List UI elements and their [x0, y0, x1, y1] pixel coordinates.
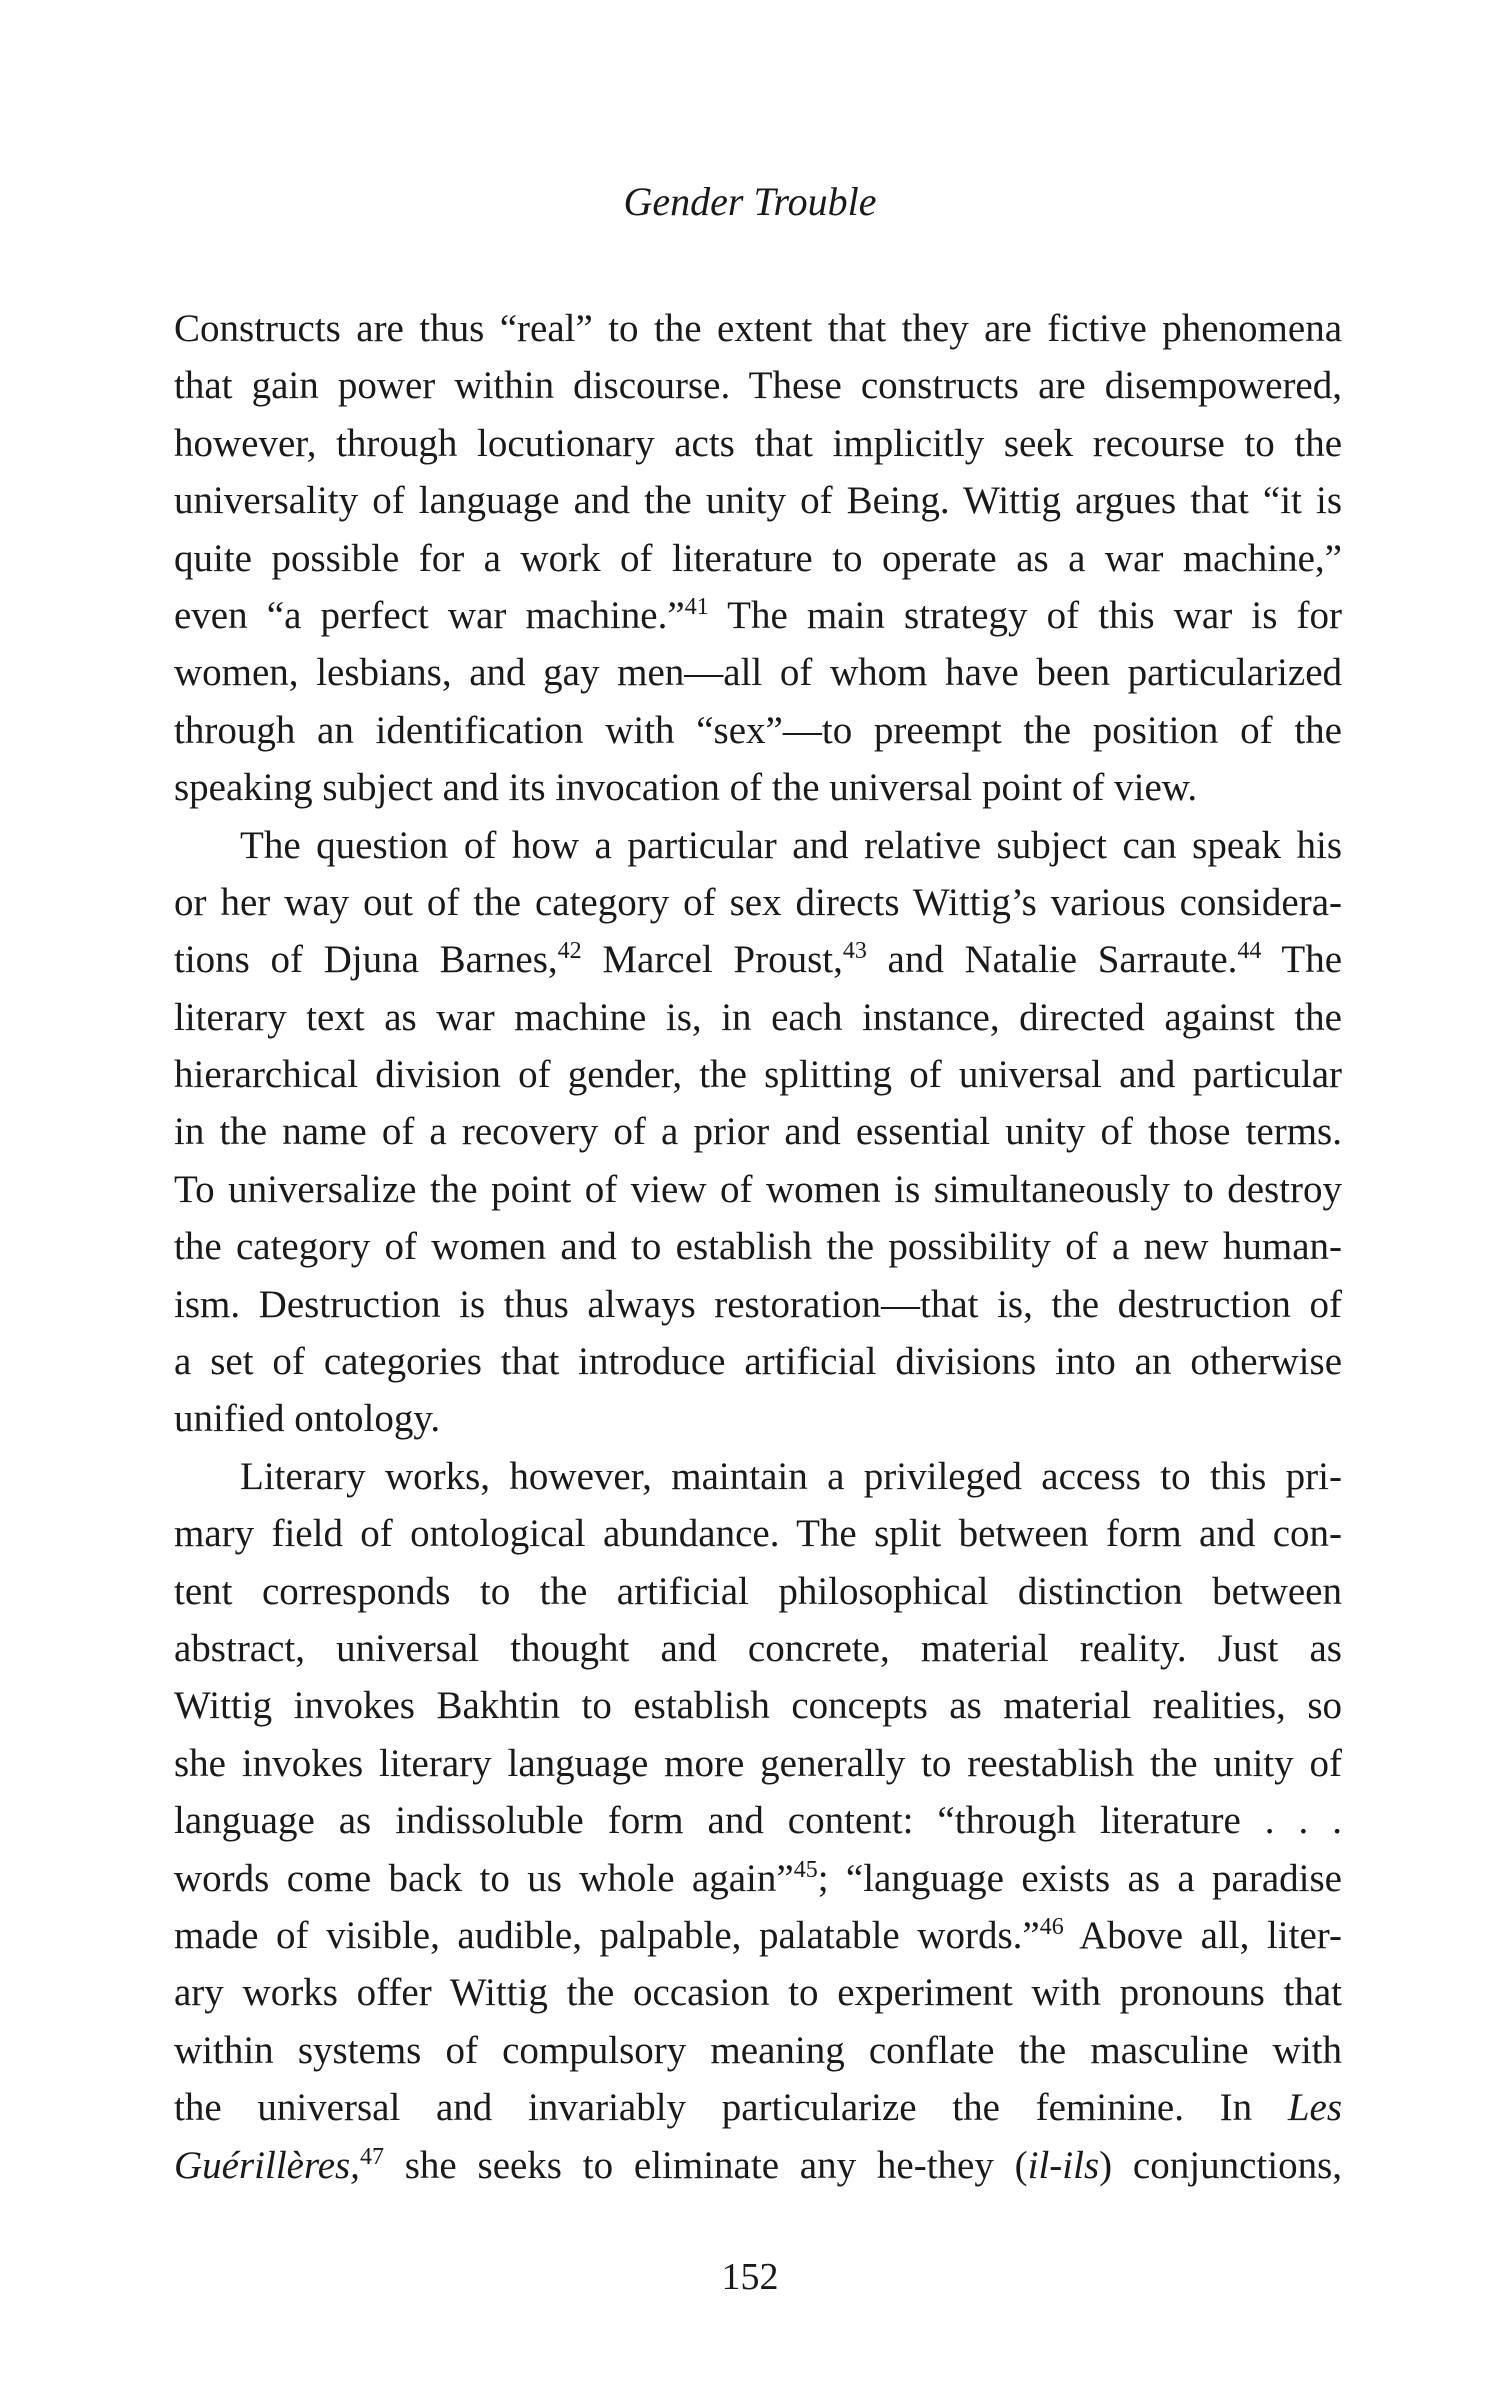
text-line: women, lesbians, and gay men—all of whom have been particularized: [174, 651, 1342, 695]
text-line: that gain power within discourse. These constructs are disempowered,: [174, 364, 1342, 408]
footnote-ref: 47: [359, 2143, 384, 2170]
body-text: [174, 300, 1342, 2194]
paragraph: [174, 1448, 1342, 2194]
text-line: abstract, universal thought and concrete, material reality. Just as: [174, 1626, 1342, 1670]
text-line: or her way out of the category of sex directs Wittig’s various considera-: [174, 880, 1342, 924]
text-line: universality of language and the unity of Being. Wittig argues that “it is: [174, 479, 1342, 523]
text-line: even “a perfect war machine.”$^{41}$ The main strategy of this war is for: [174, 593, 1342, 637]
paragraph: [174, 817, 1342, 1448]
text-line: ism. Destruction is thus always restoration—that is, the destruction of: [174, 1282, 1342, 1326]
footnote-ref: 46: [1039, 1913, 1064, 1940]
text-line: speaking subject and its invocation of the universal point of view.: [174, 766, 1198, 810]
text-line: The question of how a particular and relative subject can speak his: [240, 823, 1342, 867]
text-line: a set of categories that introduce artificial divisions into an otherwise: [174, 1340, 1342, 1384]
text-line: language as indissoluble form and content: “through literature . . .: [174, 1799, 1342, 1843]
paragraph: [174, 300, 1342, 817]
text-line: Wittig invokes Bakhtin to establish concepts as material realities, so: [174, 1684, 1342, 1728]
text-line: ary works offer Wittig the occasion to experiment with pronouns that: [174, 1971, 1342, 2015]
page-number: 152: [721, 2256, 779, 2298]
text-line: tions of Djuna Barnes,$^{42}$ Marcel Proust,$^{43}$ and Natalie Sarraute.$^{44}$ The: [174, 938, 1343, 982]
italic-text: il-ils: [1027, 2143, 1100, 2187]
text-line: mary field of ontological abundance. The split between form and con-: [174, 1512, 1342, 1556]
text-line: the universal and invariably particularize the feminine. In Les: [174, 2086, 1342, 2130]
text-line: the category of women and to establish the possibility of a new human-: [174, 1225, 1342, 1269]
text-line: unified ontology.: [174, 1397, 441, 1441]
text-line: in the name of a recovery of a prior and essential unity of those terms.: [174, 1110, 1342, 1154]
text-line: Guérillères,$^{47}$ she seeks to eliminate any he-they (il-ils) conjunctions,: [174, 2143, 1342, 2187]
text-line: Literary works, however, maintain a privileged access to this pri-: [240, 1454, 1342, 1498]
running-head: Gender Trouble: [623, 179, 877, 224]
footnote-ref: 42: [557, 938, 582, 965]
text-line: To universalize the point of view of women is simultaneously to destroy: [174, 1167, 1342, 1211]
text-line: however, through locutionary acts that implicitly seek recourse to the: [174, 421, 1342, 465]
text-line: Constructs are thus “real” to the extent that they are fictive phenomena: [174, 307, 1342, 350]
text-line: within systems of compulsory meaning conflate the masculine with: [174, 2028, 1342, 2072]
text-line: literary text as war machine is, in each instance, directed against the: [174, 995, 1342, 1039]
text-line: she invokes literary language more generally to reestablish the unity of: [174, 1741, 1342, 1785]
text-line: through an identification with “sex”—to preempt the position of the: [174, 708, 1342, 752]
footnote-ref: 44: [1237, 938, 1262, 965]
text-line: tent corresponds to the artificial philosophical distinction between: [174, 1569, 1342, 1613]
text-line: quite possible for a work of literature to operate as a war machine,”: [174, 536, 1342, 580]
text-line: made of visible, audible, palpable, palatable words.”$^{46}$ Above all, liter-: [174, 1913, 1342, 1957]
text-line: hierarchical division of gender, the splitting of universal and particular: [174, 1053, 1342, 1097]
italic-text: Les: [1287, 2086, 1342, 2130]
footnote-ref: 41: [684, 593, 709, 620]
footnote-ref: 45: [793, 1856, 818, 1883]
italic-text: Guérillères,: [174, 2143, 360, 2187]
text-line: words come back to us whole again”$^{45}$; “language exists as a paradise: [174, 1856, 1342, 1900]
footnote-ref: 43: [842, 938, 867, 965]
